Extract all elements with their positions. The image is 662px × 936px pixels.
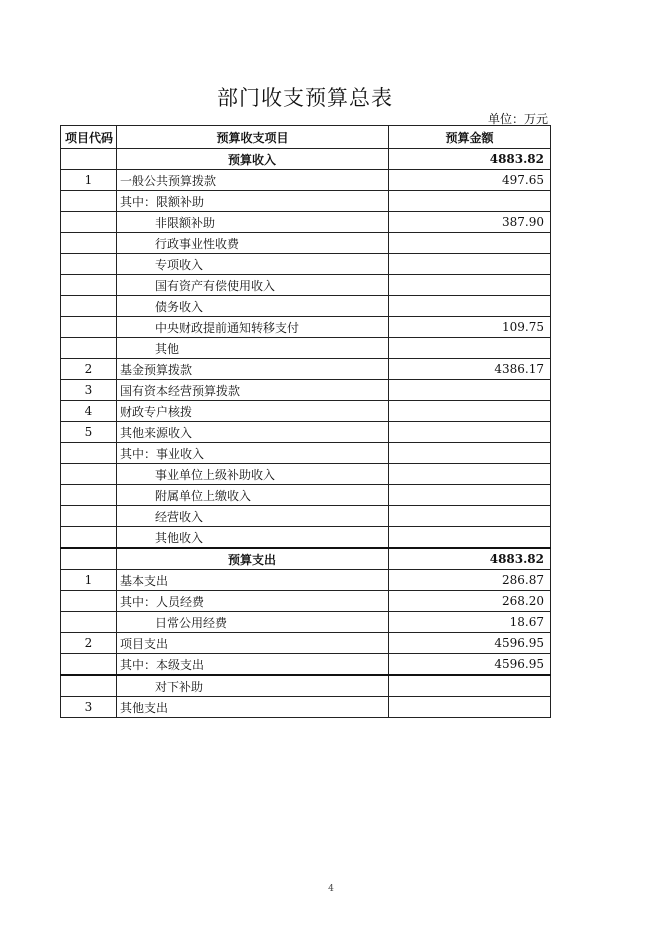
row-amount (389, 464, 551, 485)
table-row (61, 591, 551, 612)
row-code (61, 254, 117, 275)
row-amount (389, 275, 551, 296)
row-amount: 4596.95 (389, 633, 551, 654)
row-amount (389, 401, 551, 422)
row-amount (389, 675, 551, 697)
row-code (61, 296, 117, 317)
row-amount: 4596.95 (389, 654, 551, 676)
table-row (61, 275, 551, 296)
row-item: 基金预算拨款 (117, 359, 389, 380)
table-row (61, 485, 551, 506)
table-row (61, 654, 551, 676)
table-row (61, 317, 551, 338)
row-code (61, 233, 117, 254)
row-amount: 18.67 (389, 612, 551, 633)
row-code (61, 338, 117, 359)
row-item: 其中：本级支出 (117, 654, 389, 676)
table-row (61, 212, 551, 233)
table-row (61, 422, 551, 443)
row-amount (389, 506, 551, 527)
row-code (61, 612, 117, 633)
row-amount (389, 338, 551, 359)
row-item: 中央财政提前通知转移支付 (117, 317, 389, 338)
row-code (61, 275, 117, 296)
row-code (61, 548, 117, 570)
budget-table (60, 125, 551, 718)
row-code: 1 (61, 170, 117, 191)
table-row (61, 570, 551, 591)
header-amount: 预算金额 (389, 126, 551, 149)
row-code: 1 (61, 570, 117, 591)
row-item: 国有资产有偿使用收入 (117, 275, 389, 296)
table-row (61, 697, 551, 718)
row-code (61, 675, 117, 697)
row-amount (389, 254, 551, 275)
row-code (61, 212, 117, 233)
row-amount: 387.90 (389, 212, 551, 233)
row-code (61, 464, 117, 485)
row-amount: 286.87 (389, 570, 551, 591)
table-row (61, 527, 551, 549)
row-amount: 4883.82 (389, 548, 551, 570)
row-item: 对下补助 (117, 675, 389, 697)
row-code (61, 149, 117, 170)
row-item: 其他收入 (117, 527, 389, 549)
table-row (61, 464, 551, 485)
table-row (61, 296, 551, 317)
row-code (61, 191, 117, 212)
row-item: 日常公用经费 (117, 612, 389, 633)
row-code: 2 (61, 359, 117, 380)
table-row (61, 633, 551, 654)
table-row (61, 170, 551, 191)
row-amount: 4386.17 (389, 359, 551, 380)
row-code (61, 317, 117, 338)
row-item: 财政专户核拨 (117, 401, 389, 422)
row-amount (389, 296, 551, 317)
row-item: 预算收入 (117, 149, 389, 170)
header-item: 预算收支项目 (117, 126, 389, 149)
table-body (61, 149, 551, 718)
table-row (61, 675, 551, 697)
row-item: 其中：事业收入 (117, 443, 389, 464)
row-item: 经营收入 (117, 506, 389, 527)
row-code: 3 (61, 380, 117, 401)
row-code (61, 591, 117, 612)
row-amount (389, 527, 551, 549)
row-item: 行政事业性收费 (117, 233, 389, 254)
row-code: 2 (61, 633, 117, 654)
table-row (61, 233, 551, 254)
row-amount (389, 443, 551, 464)
header-code: 项目代码 (61, 126, 117, 149)
row-code (61, 654, 117, 676)
row-amount: 4883.82 (389, 149, 551, 170)
row-amount: 109.75 (389, 317, 551, 338)
row-code: 3 (61, 697, 117, 718)
row-item: 债务收入 (117, 296, 389, 317)
row-code: 5 (61, 422, 117, 443)
row-amount: 497.65 (389, 170, 551, 191)
row-item: 其他 (117, 338, 389, 359)
row-code (61, 443, 117, 464)
row-item: 事业单位上级补助收入 (117, 464, 389, 485)
row-item: 一般公共预算拨款 (117, 170, 389, 191)
row-item: 其他支出 (117, 697, 389, 718)
row-item: 其他来源收入 (117, 422, 389, 443)
row-amount (389, 485, 551, 506)
row-amount (389, 380, 551, 401)
row-amount: 268.20 (389, 591, 551, 612)
row-item: 国有资本经营预算拨款 (117, 380, 389, 401)
row-code (61, 527, 117, 549)
table-section-row (61, 548, 551, 570)
table-row (61, 506, 551, 527)
row-amount (389, 191, 551, 212)
row-item: 项目支出 (117, 633, 389, 654)
table-row (61, 338, 551, 359)
table-row (61, 380, 551, 401)
table-row (61, 359, 551, 380)
page-number: 4 (328, 884, 334, 894)
row-amount (389, 697, 551, 718)
table-row (61, 254, 551, 275)
unit-label: 单位：万元 (487, 112, 548, 126)
table-row (61, 443, 551, 464)
row-amount (389, 422, 551, 443)
row-item: 其中：限额补助 (117, 191, 389, 212)
row-code: 4 (61, 401, 117, 422)
row-item: 附属单位上缴收入 (117, 485, 389, 506)
table-header-row (61, 126, 551, 149)
page-title: 部门收支预算总表 (217, 86, 393, 110)
row-item: 非限额补助 (117, 212, 389, 233)
row-amount (389, 233, 551, 254)
row-item: 预算支出 (117, 548, 389, 570)
table-row (61, 612, 551, 633)
row-code (61, 506, 117, 527)
table-row (61, 401, 551, 422)
table-section-row (61, 149, 551, 170)
table-row (61, 191, 551, 212)
row-item: 专项收入 (117, 254, 389, 275)
row-item: 其中：人员经费 (117, 591, 389, 612)
row-code (61, 485, 117, 506)
row-item: 基本支出 (117, 570, 389, 591)
